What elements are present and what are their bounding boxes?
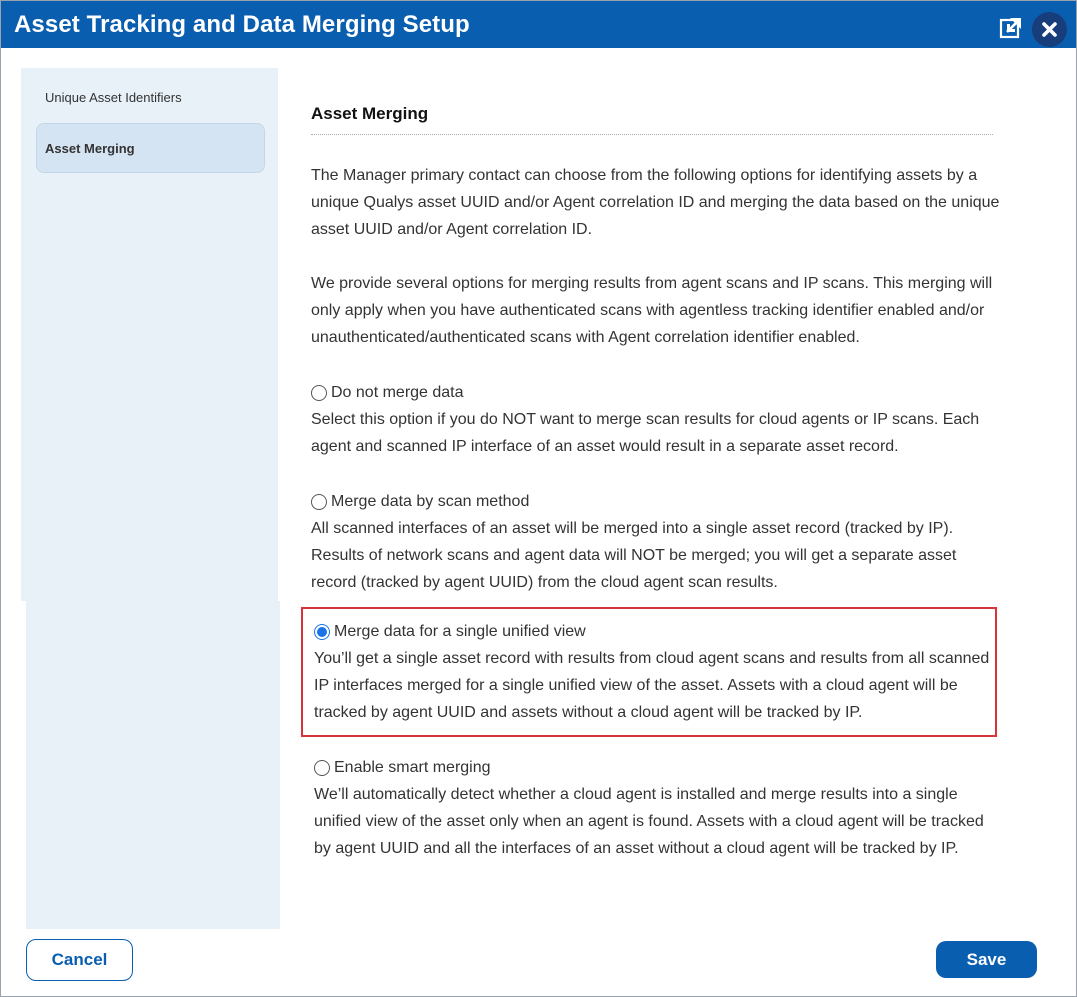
popout-icon[interactable] [999,16,1023,40]
sidebar-item-asset-merging[interactable]: Asset Merging [36,123,265,173]
radio-enable-smart-merging[interactable] [314,760,330,776]
option-description: All scanned interfaces of an asset will be merged into a single asset record (tracked by IP). Results of network scans and agent data will NOT be merged; you will get a separate asset record (tracked by agent UUID) from the cloud agent scan results. [311,520,957,591]
section-title: Asset Merging [311,104,429,123]
dialog-title: Asset Tracking and Data Merging Setup [14,11,470,38]
save-button[interactable]: Save [936,941,1037,978]
option-description: You’ll get a single asset record with results from cloud agent scans and results from all scanned IP interfaces merged for a single unified view of the asset. Assets with a cloud agent will be tracked by agent UUID and assets without a cloud agent will be tracked by IP. [314,650,990,721]
sidebar-item-unique-asset-identifiers[interactable]: Unique Asset Identifiers [45,90,182,105]
option-description: Select this option if you do NOT want to merge scan results for cloud agents or IP scans. Each agent and scanned IP interface of an asset would result in a separate asset record. [311,411,980,455]
radio-merge-by-scan-method[interactable] [311,494,327,510]
cancel-button[interactable]: Cancel [26,939,133,981]
intro-paragraph-1: The Manager primary contact can choose from the following options for identifying assets by a unique Qualys asset UUID and/or Agent correlation ID and merging the data based on the unique asset UUID and/or Agent correlation ID. [311,167,1000,238]
option-do-not-merge [311,379,1001,460]
option-enable-smart-merging [314,754,1004,862]
option-description: We’ll automatically detect whether a cloud agent is installed and merge results into a single unified view of the asset only when an agent is found. Assets with a cloud agent will be tracked by agent UUID and all the interfaces of an asset without a cloud agent will be tracked by IP. [314,786,984,857]
option-label[interactable]: Merge data by scan method [331,493,530,510]
option-label[interactable]: Enable smart merging [334,759,491,776]
selected-option-highlight [301,607,997,737]
intro-paragraph-2: We provide several options for merging results from agent scans and IP scans. This merging will only apply when you have authenticated scans with agentless tracking identifier enabled and/or unauthenticated/authenticated scans with Agent correlation identifier enabled. [311,275,993,346]
dialog-titlebar [1,1,1076,48]
option-merge-by-scan-method [311,488,1001,596]
close-icon[interactable] [1032,12,1067,47]
radio-do-not-merge[interactable] [311,385,327,401]
sidebar-nav [21,68,278,601]
title-divider [311,134,993,135]
option-label[interactable]: Merge data for a single unified view [334,623,586,640]
option-label[interactable]: Do not merge data [331,384,464,401]
sidebar-panel-lower [26,601,280,929]
